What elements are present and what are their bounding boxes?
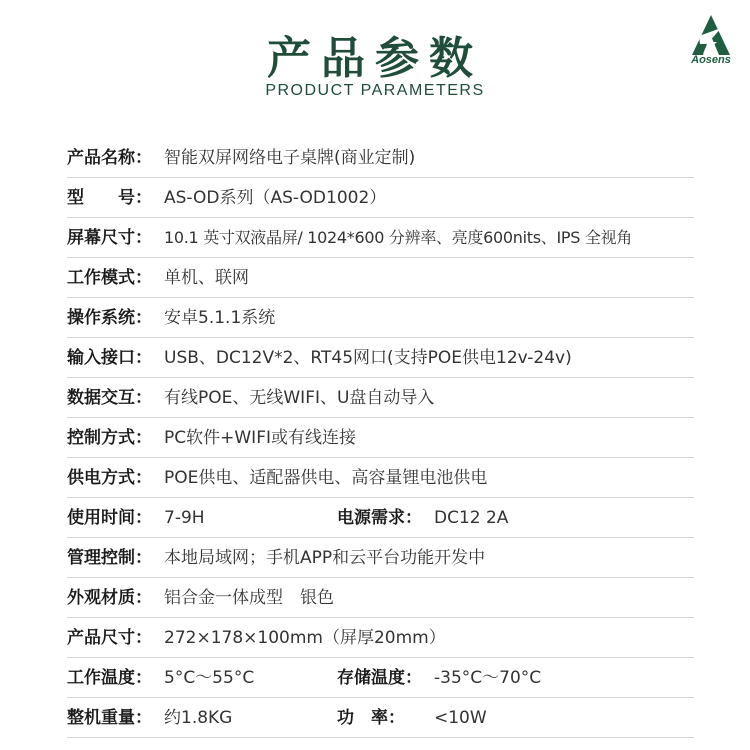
param-label: 整机重量：: [67, 708, 152, 728]
param-value: 约1.8KG: [164, 708, 233, 728]
param-value: 10.1 英寸双液晶屏/ 1024*600 分辨率、亮度600nits、IPS 全视角: [164, 228, 632, 247]
param-label: 产品名称：: [67, 148, 152, 168]
logo-text: Aosens: [691, 54, 731, 66]
param-value-secondary: DC12 2A: [434, 508, 509, 528]
param-value: 安卓5.1.1系统: [164, 308, 276, 328]
param-label: 外观材质：: [67, 588, 152, 608]
param-value: 单机、联网: [164, 268, 249, 288]
param-label: 型 号：: [67, 188, 152, 208]
param-row-material: [67, 578, 694, 618]
param-label: 控制方式：: [67, 428, 152, 448]
param-row-size: [67, 618, 694, 658]
param-label: 供电方式：: [67, 468, 152, 488]
param-label-secondary: 电源需求：: [337, 508, 422, 528]
param-value: 有线POE、无线WIFI、U盘自动导入: [164, 388, 435, 408]
param-value: POE供电、适配器供电、高容量锂电池供电: [164, 468, 488, 488]
param-value: USB、DC12V*2、RT45网口(支持POE供电12v-24v): [164, 348, 572, 368]
logo-mark-icon: [691, 14, 731, 56]
param-label: 产品尺寸：: [67, 628, 152, 648]
param-row-management: [67, 538, 694, 578]
param-row-data: [67, 378, 694, 418]
page-title: 产品参数: [267, 33, 483, 84]
param-row-temperature: [67, 658, 694, 698]
param-value: 5°C～55°C: [164, 668, 255, 688]
param-row-model: [67, 178, 694, 218]
page-subtitle: PRODUCT PARAMETERS: [265, 82, 485, 99]
param-value: 272×178×100mm（屏厚20mm）: [164, 628, 446, 648]
page-header: [0, 0, 750, 120]
param-label-secondary: 功 率：: [337, 708, 405, 728]
param-row-name: [67, 138, 694, 178]
param-label: 数据交互：: [67, 388, 152, 408]
param-label: 操作系统：: [67, 308, 152, 328]
param-value: 本地局域网；手机APP和云平台功能开发中: [164, 548, 486, 568]
param-row-weight: [67, 698, 694, 738]
parameters-table: [67, 138, 694, 738]
param-label-secondary: 存储温度：: [337, 668, 422, 688]
param-label: 输入接口：: [67, 348, 152, 368]
param-label: 工作模式：: [67, 268, 152, 288]
param-value: 铝合金一体成型 银色: [164, 588, 334, 608]
param-row-usage-time: [67, 498, 694, 538]
param-value-secondary: -35°C～70°C: [434, 668, 542, 688]
param-value: 智能双屏网络电子桌牌(商业定制): [164, 148, 416, 168]
param-row-mode: [67, 258, 694, 298]
param-value-secondary: <10W: [434, 708, 487, 728]
param-row-os: [67, 298, 694, 338]
param-label: 工作温度：: [67, 668, 152, 688]
param-row-control: [67, 418, 694, 458]
param-value: AS-OD系列（AS-OD1002）: [164, 188, 387, 208]
param-label: 屏幕尺寸：: [67, 228, 152, 248]
param-row-screen: [67, 218, 694, 258]
param-value: 7-9H: [164, 508, 205, 528]
param-label: 使用时间：: [67, 508, 152, 528]
brand-logo: [683, 14, 739, 70]
param-label: 管理控制：: [67, 548, 152, 568]
param-value: PC软件+WIFI或有线连接: [164, 428, 356, 448]
param-row-power-supply: [67, 458, 694, 498]
param-row-ports: [67, 338, 694, 378]
